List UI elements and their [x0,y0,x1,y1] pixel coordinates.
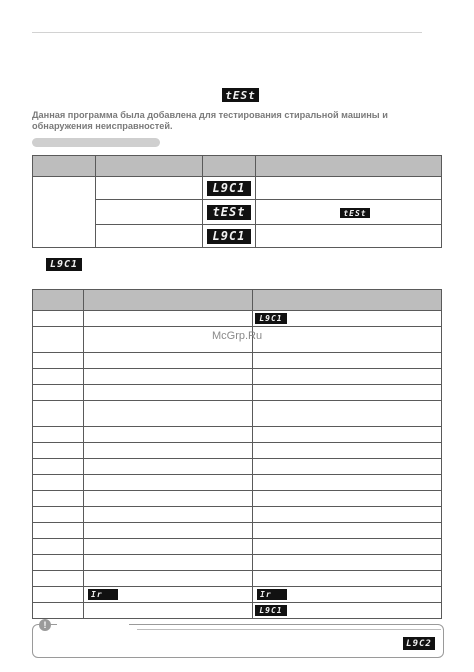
code-display: L9C1 [207,181,251,196]
section-pill [32,138,160,147]
table-row [33,177,442,200]
exclamation-icon: ! [39,619,51,631]
watermark: McGrp.Ru [212,330,263,342]
table-row [33,475,442,491]
table-cell [96,177,203,200]
caption-code-display: L9C1 [46,258,82,271]
table-cell [253,587,442,603]
table-row [33,311,442,327]
table-cell [33,523,84,539]
code-display: tESt [207,205,251,220]
note-rule [137,629,441,630]
table-cell [253,571,442,587]
table-cell [33,571,84,587]
table-cell [84,475,253,491]
table-cell [96,225,203,248]
table-cell [33,327,84,353]
table-row [33,491,442,507]
table-cell [253,327,442,353]
table-cell [33,369,84,385]
table-cell [84,507,253,523]
table-cell [253,539,442,555]
table-row [33,443,442,459]
table-cell [84,571,253,587]
table-row [33,427,442,443]
table-cell [203,200,256,225]
table-cell [253,555,442,571]
table-header-cell [96,156,203,177]
ir-code-display: Ir [257,589,287,600]
intro-text: Данная программа была добавлена для тестирования стиральной машины и обнаружения неисправностей. [32,110,388,131]
table-cell [33,385,84,401]
table-cell [253,401,442,427]
table-cell [33,177,96,248]
table-cell [256,225,442,248]
ir-code-display: Ir [88,589,118,600]
table-cell [253,369,442,385]
table-cell [253,385,442,401]
table-row [33,603,442,619]
table-header-row [33,156,442,177]
table-cell [84,311,253,327]
table-cell [33,603,84,619]
table-cell [33,587,84,603]
top-rule [32,32,422,33]
table-cell [84,603,253,619]
table-header-cell [33,156,96,177]
table-cell [253,427,442,443]
table-cell [256,177,442,200]
table-cell [33,443,84,459]
table-cell [33,459,84,475]
table-cell [203,177,256,200]
note-header-gap [57,623,129,632]
table-cell [253,353,442,369]
table-header-cell [256,156,442,177]
table-cell [33,491,84,507]
table-cell [33,555,84,571]
table-cell [253,603,442,619]
table-row [33,369,442,385]
table-cell [253,523,442,539]
table-cell [84,353,253,369]
table-cell [96,200,203,225]
table-header-cell [203,156,256,177]
table-cell [84,539,253,555]
table-cell [256,200,442,225]
table-header-cell [33,290,84,311]
table-row [33,539,442,555]
table-cell [84,443,253,459]
table-row [33,587,442,603]
header-test-code-display: tESt [222,88,259,102]
table-row [33,571,442,587]
table-cell [84,523,253,539]
table-cell [33,507,84,523]
code-display: L9C1 [255,605,287,616]
table-cell [84,369,253,385]
table-cell [253,491,442,507]
table-cell [253,507,442,523]
table-cell [33,353,84,369]
table-cell [33,475,84,491]
table-row [33,353,442,369]
table-cell [84,587,253,603]
inline-code-display: tESt [340,208,370,218]
table-row [33,401,442,427]
table-cell [33,427,84,443]
code-display: L9C1 [207,229,251,244]
note-code-display: L9C2 [403,637,435,650]
table-cell [253,311,442,327]
table-cell [84,459,253,475]
test-mode-table [32,155,442,248]
table-cell [33,539,84,555]
table-row [33,555,442,571]
table-cell [84,385,253,401]
table-header-row [33,290,442,311]
table-cell [253,443,442,459]
table-cell [253,459,442,475]
table-row [33,507,442,523]
code-display: L9C1 [255,313,287,324]
table-row [33,459,442,475]
table-cell [84,401,253,427]
table-cell [33,401,84,427]
note-box [32,620,444,658]
table-row [33,523,442,539]
table-cell [203,225,256,248]
table-cell [253,475,442,491]
table-header-cell [84,290,253,311]
table-cell [33,311,84,327]
table-cell [84,427,253,443]
table-header-cell [253,290,442,311]
table-row [33,385,442,401]
table-cell [84,555,253,571]
table-cell [84,491,253,507]
